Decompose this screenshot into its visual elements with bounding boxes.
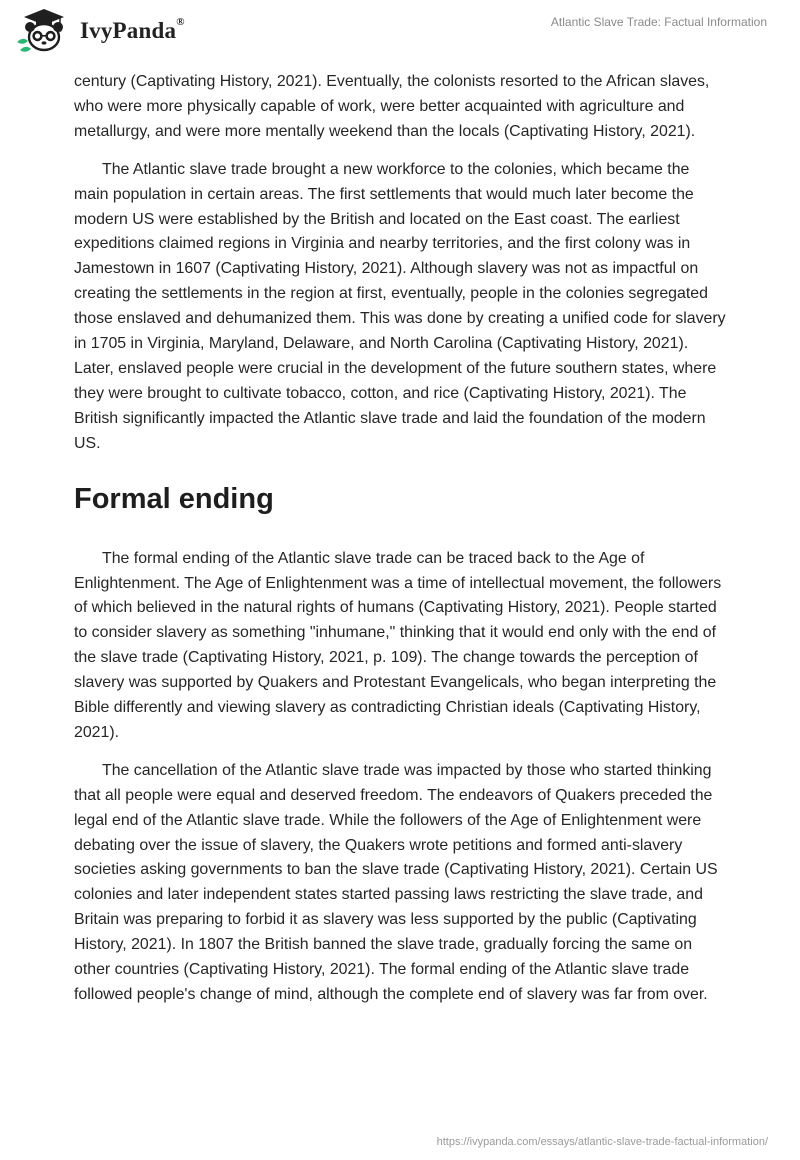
source-url[interactable]: https://ivypanda.com/essays/atlantic-slave-trade-factual-information/ <box>436 1136 768 1148</box>
section-heading: Formal ending <box>74 482 274 515</box>
paragraph-3: The formal ending of the Atlantic slave trade can be traced back to the Age of Enlightenment. The Age of Enlightenment was a time of intellectual movement, the followers of which believed in the natural rights of humans (Captivating History, 2021). People started to consider slavery as something "inhumane," thinking that it would end only with the end of the slave trade (Captivating History, 2021, p. 109). The change towards the perception of slavery was supported by Quakers and Protestant Evangelicals, who began interpreting the Bible differently and viewing slavery as contradicting Christian ideals (Captivating History, 2021). <box>74 549 722 741</box>
panda-logo-icon <box>14 6 74 54</box>
paragraph-1: century (Captivating History, 2021). Eventually, the colonists resorted to the African slaves, who were more physically capable of work, were better acquainted with agriculture and metallurgy, and were more mentally weekend than the locals (Captivating History, 2021). <box>74 73 710 140</box>
registered-mark: ® <box>176 16 185 28</box>
document-title: Atlantic Slave Trade: Factual Information <box>550 15 767 29</box>
page-header <box>0 0 800 70</box>
paragraph-4: The cancellation of the Atlantic slave trade was impacted by those who started thinking that all people were equal and deserved freedom. The endeavors of Quakers preceded the legal end of the Atlantic slave trade. While the followers of the Age of Enlightenment were debating over the issue of slavery, the Quakers wrote petitions and formed anti-slavery societies asking governments to ban the slave trade (Captivating History, 2021). Certain US colonies and later independent states started passing laws restricting the slave trade, and Britain was preparing to forbid it as slavery was less supported by the public (Captivating History, 2021). In 1807 the British banned the slave trade, gradually forcing the same on other countries (Captivating History, 2021). The formal ending of the Atlantic slave trade followed people's change of mind, although the complete end of slavery was far from over. <box>74 761 718 1003</box>
essay-content <box>74 70 728 1021</box>
brand-logo[interactable] <box>14 6 185 54</box>
brand-name: IvyPanda® <box>80 16 185 43</box>
paragraph-2: The Atlantic slave trade brought a new workforce to the colonies, which became the main population in certain areas. The first settlements that would much later become the modern US were established by the British and located on the East coast. The earliest expeditions claimed regions in Virginia and nearby territories, and the first colony was in Jamestown in 1607 (Captivating History, 2021). Although slavery was not as impactful on creating the settlements in the region at first, eventually, people in the colonies segregated those enslaved and dehumanized them. This was done by creating a unified code for slavery in 1705 in Virginia, Maryland, Delaware, and North Carolina (Captivating History, 2021). Later, enslaved people were crucial in the development of the future southern states, where they were brought to cultivate tobacco, cotton, and rice (Captivating History, 2021). The British significantly impacted the Atlantic slave trade and laid the foundation of the modern US. <box>74 160 726 452</box>
